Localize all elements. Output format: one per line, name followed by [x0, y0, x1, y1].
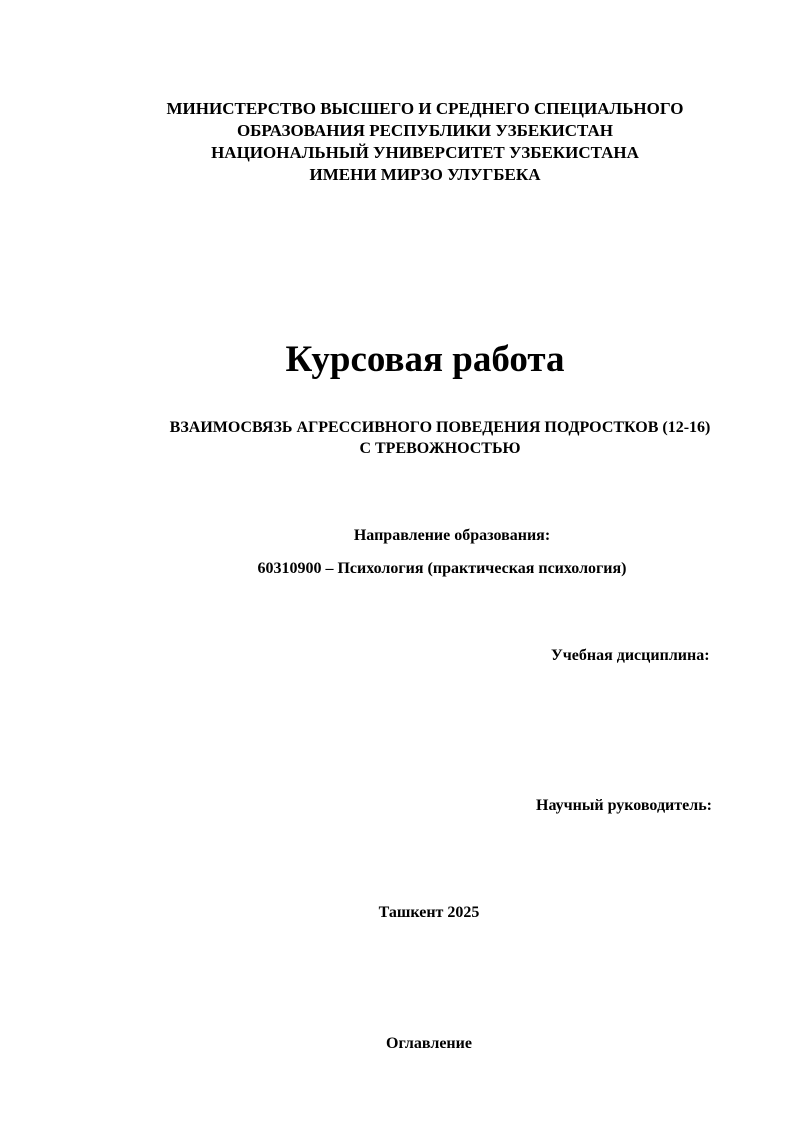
ministry-line-2: ОБРАЗОВАНИЯ РЕСПУБЛИКИ УЗБЕКИСТАН — [236, 121, 614, 140]
contents-heading: Оглавление — [386, 1035, 472, 1052]
ministry-line-1: МИНИСТЕРСТВО ВЫСШЕГО И СРЕДНЕГО СПЕЦИАЛЬНОГО — [166, 99, 684, 118]
university-line-1: НАЦИОНАЛЬНЫЙ УНИВЕРСИТЕТ УЗБЕКИСТАНА — [211, 143, 639, 162]
university-line-2: ИМЕНИ МИРЗО УЛУГБЕКА — [309, 165, 541, 184]
supervisor-label: Научный руководитель: — [536, 797, 712, 814]
education-direction-value: 60310900 – Психология (практическая психология) — [257, 560, 627, 577]
education-direction-label: Направление образования: — [353, 527, 551, 544]
city-year: Ташкент 2025 — [378, 904, 480, 921]
topic-line-2: С ТРЕВОЖНОСТЬЮ — [359, 440, 521, 457]
document-title: Курсовая работа — [285, 339, 565, 380]
discipline-label: Учебная дисциплина: — [551, 647, 710, 664]
topic-line-1: ВЗАИМОСВЯЗЬ АГРЕССИВНОГО ПОВЕДЕНИЯ ПОДРОСТКОВ (12-16) — [169, 419, 711, 436]
